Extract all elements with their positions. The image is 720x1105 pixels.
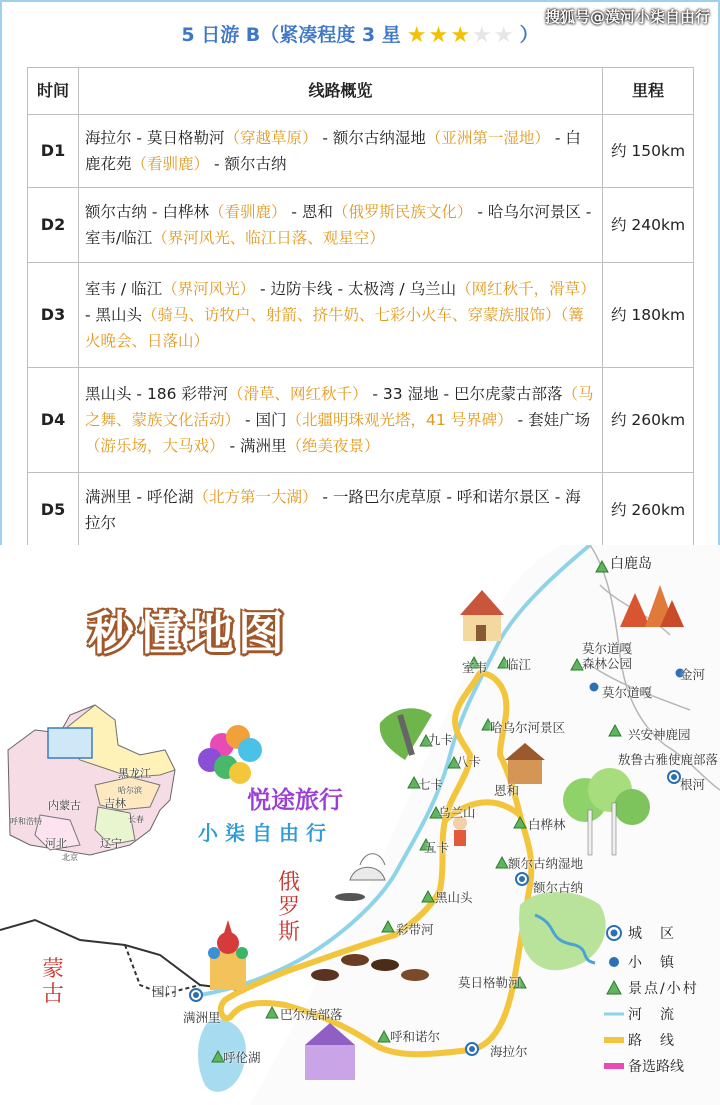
legend-route: 路 线 xyxy=(604,1030,720,1050)
town-marker-icon xyxy=(590,683,599,692)
route-text: 额尔古纳 - 白桦林 xyxy=(85,203,209,221)
place-manzhouli: 满洲里 xyxy=(183,1010,221,1025)
place-heishantou: 黑山头 xyxy=(435,890,473,905)
place-wulanshan: 乌兰山 xyxy=(438,805,476,820)
route-highlight: （亚洲第一湿地） xyxy=(425,129,550,147)
route-highlight: （穿越草原） xyxy=(224,129,318,147)
legend-alt-route: 备选路线 xyxy=(604,1056,720,1076)
mini-city-beijing: 北京 xyxy=(62,853,78,862)
legend-river: 河 流 xyxy=(604,1004,720,1024)
table-header-row xyxy=(28,68,694,115)
place-baerhu: 巴尔虎部落 xyxy=(280,1007,343,1022)
place-hulunhu: 呼伦湖 xyxy=(223,1050,261,1065)
route-highlight: （篝火晚会、日落山） xyxy=(85,306,584,350)
scenic-marker-icon xyxy=(604,978,624,998)
place-moerdaoga-forest: 莫尔道嘎 森林公园 xyxy=(582,641,633,671)
route-text: - 满洲里 xyxy=(224,437,287,455)
route-highlight: （界河风光、临江日落、观星空） xyxy=(152,229,385,247)
page-title-end: ） xyxy=(519,24,539,46)
place-eerguna: 额尔古纳 xyxy=(533,880,584,895)
star-icon: ★ xyxy=(450,23,471,48)
route-text: 满洲里 - 呼伦湖 xyxy=(85,487,194,506)
place-huhenuoer: 呼和诺尔 xyxy=(390,1029,441,1044)
place-moerigelehe: 莫日格勒河 xyxy=(458,975,521,990)
route-cell xyxy=(79,473,603,547)
distance-cell: 约 180km xyxy=(603,263,694,368)
province-liaoning: 辽宁 xyxy=(100,837,122,850)
table-row xyxy=(28,368,694,473)
watermark: 搜狐号@漠河小柒自由行 xyxy=(544,8,710,26)
star-icon: ★ xyxy=(472,23,492,48)
brand-subtitle: 小柒自由行 xyxy=(198,821,333,845)
table-row xyxy=(28,188,694,263)
day-cell: D3 xyxy=(28,263,79,368)
route-text: - 哈乌尔河景区 - 室韦/临江 xyxy=(85,203,592,247)
brand-name: 悦途旅行 xyxy=(247,786,343,814)
route-highlight: （北方第一大湖） xyxy=(193,487,318,506)
place-enhe: 恩和 xyxy=(494,783,520,798)
place-wuka: 五卡 xyxy=(424,840,450,855)
route-highlight: （滑草、网红秋千） xyxy=(227,385,368,403)
star-icon: ★ xyxy=(493,23,514,48)
route-highlight: （绝美夜景） xyxy=(286,437,380,455)
place-jinhe: 金河 xyxy=(680,667,706,682)
city-marker-icon xyxy=(516,873,528,885)
distance-cell: 约 240km xyxy=(603,188,694,263)
route-text: - 额尔古纳湿地 xyxy=(317,129,426,147)
itinerary-table xyxy=(27,67,694,547)
alt-route-line-icon xyxy=(604,1056,624,1076)
province-jilin: 吉林 xyxy=(104,797,126,810)
map-title: 秒懂地图 xyxy=(88,606,288,660)
route-highlight: （看驯鹿） xyxy=(131,155,210,173)
city-marker-icon xyxy=(466,1043,478,1055)
table-row xyxy=(28,263,694,368)
route-highlight: （骑马、访牧户、射箭、挤牛奶、七彩小火车、穿蒙族服饰） xyxy=(142,306,561,324)
day-cell: D5 xyxy=(28,473,79,547)
place-caidaihe: 彩带河 xyxy=(396,922,434,937)
country-russia: 俄罗斯 xyxy=(278,870,301,945)
distance-cell: 约 260km xyxy=(603,473,694,547)
place-baka: 八卡 xyxy=(456,754,482,769)
mini-city-harbin: 哈尔滨 xyxy=(118,786,142,795)
place-jiuka: 九卡 xyxy=(428,732,454,747)
route-text: - 白鹿花苑 xyxy=(85,129,581,173)
route-text: 室韦 / 临江 xyxy=(85,280,163,298)
mini-city-changchun: 长春 xyxy=(128,815,144,824)
route-text: - 额尔古纳 xyxy=(209,155,287,173)
town-marker-icon xyxy=(604,952,624,972)
table-row xyxy=(28,473,694,547)
legend-city: 城 区 xyxy=(604,923,720,943)
table-row xyxy=(28,115,694,188)
route-highlight: （网红秋千，滑草） xyxy=(456,280,596,298)
place-qika: 七卡 xyxy=(418,777,444,792)
day-cell: D1 xyxy=(28,115,79,188)
province-heilongjiang: 黑龙江 xyxy=(118,767,151,780)
province-neimenggu: 内蒙古 xyxy=(48,799,81,812)
route-map xyxy=(0,545,720,1105)
province-hebei: 河北 xyxy=(45,837,67,850)
place-eergunawetland: 额尔古纳湿地 xyxy=(508,856,584,871)
route-cell xyxy=(79,115,603,188)
difficulty-stars xyxy=(406,23,515,48)
route-highlight: （看驯鹿） xyxy=(208,203,287,221)
route-text: - 一路巴尔虎草原 - 呼和诺尔景区 - 海拉尔 xyxy=(85,487,581,532)
route-highlight: （游乐场，大马戏） xyxy=(85,437,225,455)
route-text: - 国门 xyxy=(240,411,287,429)
col-header-route: 线路概览 xyxy=(79,68,603,115)
country-mongolia: 蒙古 xyxy=(42,957,65,1007)
route-highlight: （北疆明珠观光塔，41 号界碑） xyxy=(286,411,513,429)
route-text: - 边防卡线 - 太极湾 / 乌兰山 xyxy=(255,280,457,298)
city-marker-icon xyxy=(604,923,624,943)
day-cell: D4 xyxy=(28,368,79,473)
river-line-icon xyxy=(604,1004,624,1024)
route-highlight: （俄罗斯民族文化） xyxy=(332,203,473,221)
place-guomen: 国门 xyxy=(152,984,178,999)
city-marker-icon xyxy=(190,989,202,1001)
legend-town: 小 镇 xyxy=(604,952,720,972)
place-hailaer: 海拉尔 xyxy=(490,1044,528,1059)
place-genhe: 根河 xyxy=(680,777,706,792)
page-title: 5 日游 B（紧凑程度 3 星 xyxy=(181,24,401,46)
place-hawuer: 哈乌尔河景区 xyxy=(490,720,566,735)
legend-scenic: 景点/小村 xyxy=(604,978,720,998)
place-baihualin: 白桦林 xyxy=(528,817,566,832)
route-text: 黑山头 - 186 彩带河 xyxy=(85,385,228,403)
mini-city-hohhot: 呼和浩特 xyxy=(10,817,42,826)
route-cell xyxy=(79,263,603,368)
city-marker-icon xyxy=(668,771,680,783)
distance-cell: 约 260km xyxy=(603,368,694,473)
route-cell xyxy=(79,188,603,263)
place-linjiang: 临江 xyxy=(506,657,532,672)
route-cell xyxy=(79,368,603,473)
route-text: 海拉尔 - 莫日格勒河 xyxy=(85,129,225,147)
place-moerdaoga: 莫尔道嘎 xyxy=(602,685,653,700)
route-highlight: （界河风光） xyxy=(162,280,256,298)
route-text: - 黑山头 xyxy=(85,306,143,324)
place-bailudao: 白鹿岛 xyxy=(610,556,652,572)
route-text: - 33 湿地 - 巴尔虎蒙古部落 xyxy=(367,385,563,403)
route-line-icon xyxy=(604,1030,624,1050)
place-xinganshenlu: 兴安神鹿园 xyxy=(628,727,691,742)
star-icon: ★ xyxy=(428,23,449,48)
route-text: - 恩和 xyxy=(286,203,333,221)
route-text: - 套娃广场 xyxy=(512,411,591,429)
col-header-time: 时间 xyxy=(28,68,79,115)
distance-cell: 约 150km xyxy=(603,115,694,188)
route-highlight: （马之舞、蒙族文化活动） xyxy=(85,385,594,429)
place-aoluguya: 敖鲁古雅使鹿部落 xyxy=(618,752,719,767)
day-cell: D2 xyxy=(28,188,79,263)
col-header-distance: 里程 xyxy=(603,68,694,115)
place-shiwei: 室韦 xyxy=(462,660,488,675)
star-icon: ★ xyxy=(406,23,427,48)
